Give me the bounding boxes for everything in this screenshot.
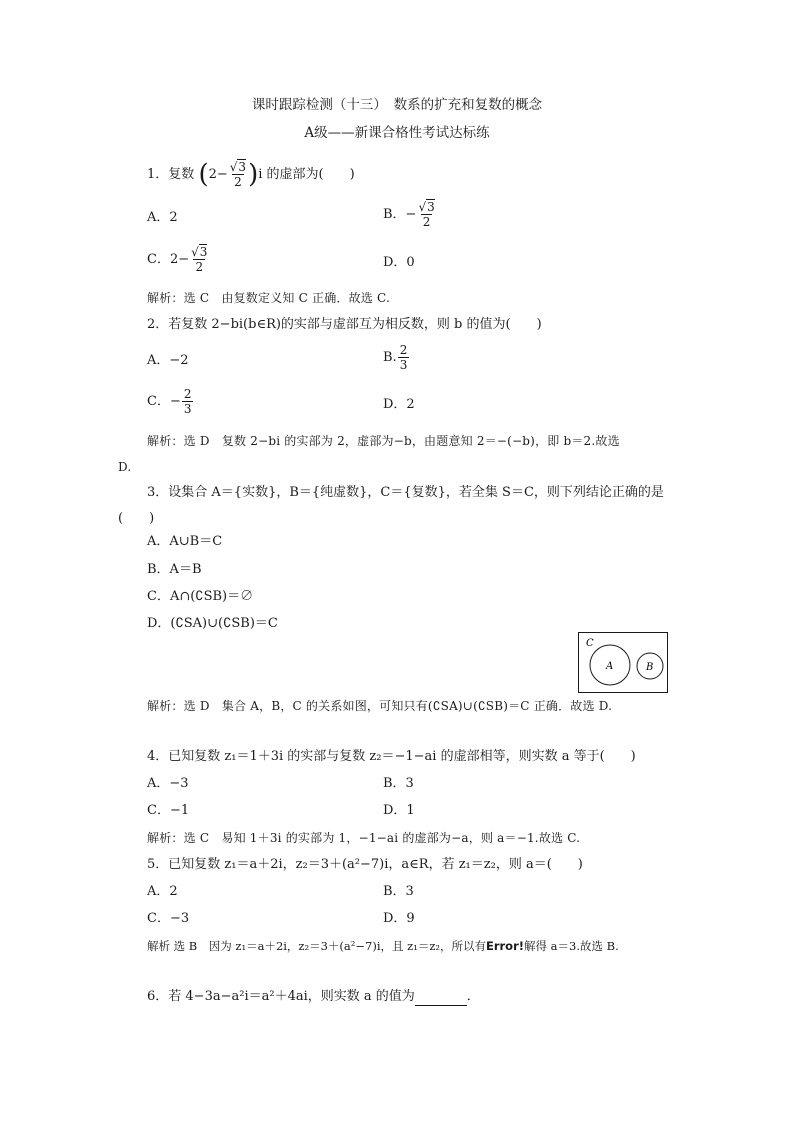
q4-option-d: D．1	[383, 803, 415, 818]
q3-option-d: D．(∁SA)∪(∁SB)＝C	[147, 616, 278, 631]
q2-option-c: C．− $\frac{2}{3}$	[147, 387, 192, 416]
q5-option-b: B．3	[383, 884, 414, 899]
question-3-stem-line1: 3．设集合 A＝{实数}，B＝{纯虚数}，C＝{复数}，若全集 S＝C，则下列结论正确的是	[147, 485, 664, 500]
q5-solution: 解析 选 B 因为 z₁＝a＋2i，z₂＝3＋(a²−7)i，且 z₁＝z₂，所以有Error!解得 a＝3.故选 B.	[147, 939, 619, 953]
venn-diagram	[578, 632, 670, 694]
question-1-stem: 1．复数 (2− $\frac{√3}{2}$ )i 的虚部为( )	[147, 159, 355, 190]
q1-option-a: A．2	[147, 210, 178, 225]
venn-label-c: C	[586, 638, 594, 649]
q1-solution: 解析：选 C 由复数定义知 C 正确．故选 C.	[147, 291, 390, 305]
question-5-stem: 5．已知复数 z₁＝a＋2i，z₂＝3＋(a²−7)i，a∈R，若 z₁＝z₂，则 a＝( )	[147, 857, 583, 872]
q1-option-b: B．− $\frac{√3}{2}$	[383, 200, 435, 229]
question-6-stem: 6．若 4−3a−a²i＝a²＋4ai，则实数 a 的值为 ．	[147, 989, 480, 1004]
q2-option-d: D．2	[383, 397, 415, 412]
q3-option-a: A．A∪B＝C	[147, 534, 223, 549]
q1-option-c: C．2− $\frac{√3}{2}$	[147, 245, 208, 274]
page-subtitle: A级——新课合格性考试达标练	[304, 125, 490, 141]
q3-option-b: B．A＝B	[147, 562, 202, 577]
venn-label-a: A	[606, 661, 614, 672]
q4-option-a: A．−3	[147, 776, 189, 791]
q4-option-c: C．−1	[147, 803, 190, 818]
q4-solution: 解析：选 C 易知 1＋3i 的实部为 1，−1−ai 的虚部为−a，则 a＝−1.故选 C.	[147, 831, 581, 845]
question-2-stem: 2．若复数 2−bi(b∈R)的实部与虚部互为相反数，则 b 的值为( )	[147, 317, 542, 332]
question-3-stem-line2: ( )	[118, 511, 155, 526]
q2-option-b: B. $\frac{2}{3}$	[383, 343, 408, 372]
q3-solution: 解析：选 D 集合 A，B，C 的关系如图，可知只有(∁SA)∪(∁SB)＝C 正确．故选 D.	[147, 699, 613, 713]
venn-label-b: B	[646, 662, 654, 673]
q2-option-a: A．−2	[147, 353, 189, 368]
q6-answer-blank	[415, 991, 467, 1006]
q5-option-d: D．9	[383, 911, 415, 926]
q2-solution-line2: D.	[118, 460, 132, 474]
page-title: 课时跟踪检测（十三） 数系的扩充和复数的概念	[251, 97, 543, 113]
q1-fraction: $\frac{√3}{2}$	[229, 160, 247, 189]
q2-solution-line1: 解析：选 D 复数 2−bi 的实部为 2，虚部为−b，由题意知 2＝−(−b)，即 b＝2.故选	[147, 434, 620, 448]
q5-error-marker: Error!	[485, 939, 524, 953]
q3-option-c: C．A∩(∁SB)＝∅	[147, 589, 254, 604]
q5-option-a: A．2	[147, 884, 178, 899]
q4-option-b: B．3	[383, 776, 414, 791]
question-4-stem: 4．已知复数 z₁＝1＋3i 的实部与复数 z₂＝−1−ai 的虚部相等，则实数 a 等于( )	[147, 749, 636, 764]
q5-option-c: C．−3	[147, 911, 190, 926]
q1-option-d: D．0	[383, 255, 415, 270]
